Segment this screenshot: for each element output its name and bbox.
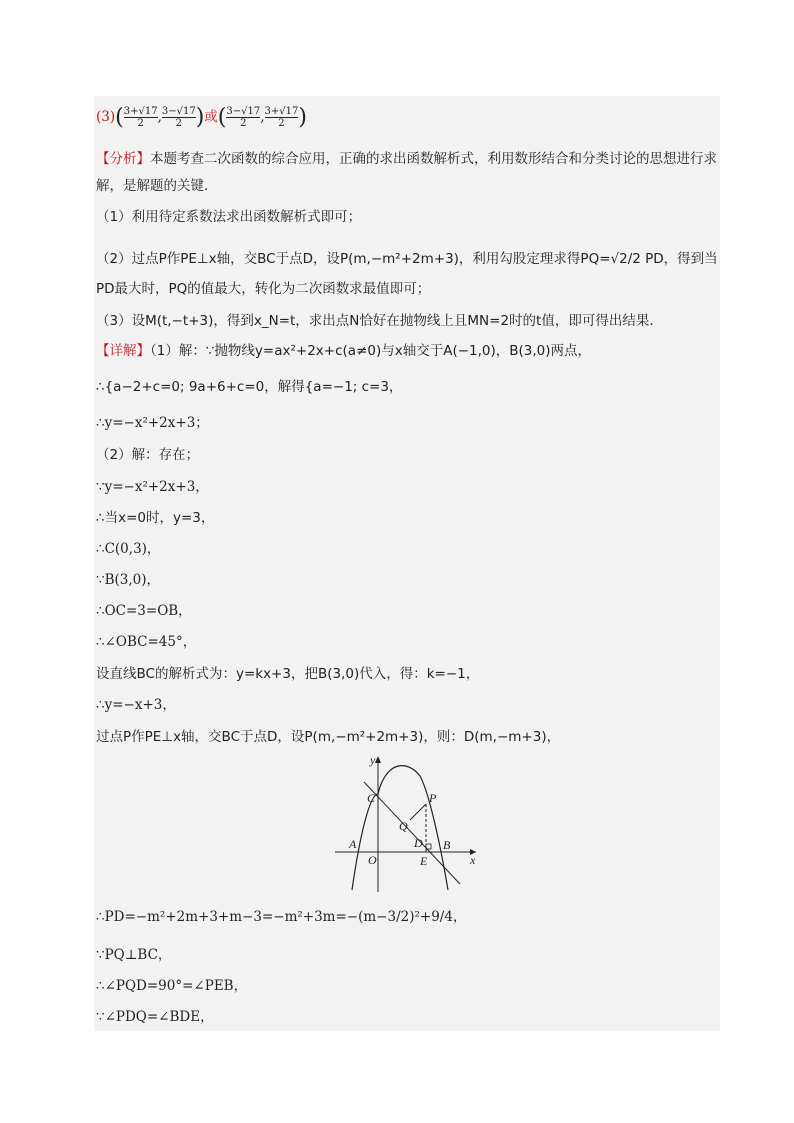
segment-pq	[410, 804, 426, 820]
label-c: C	[367, 791, 376, 805]
answer-3: (3)( $\frac{3+√17}{2}$ , $\frac{3-√17}{2}$ )或( $\frac{3-√17}{2}$ , $\frac{3+√17}{2}$ )	[96, 105, 307, 130]
step-2-title: （2）解：存在；	[96, 447, 200, 463]
step-line-6: ∴C(0,3)，	[96, 541, 161, 557]
step-line-16: ∵∠PDQ=∠BDE，	[96, 1009, 214, 1025]
step-line-14: ∵PQ⊥BC，	[96, 947, 172, 963]
label-b: B	[443, 838, 451, 852]
label-x: x	[470, 853, 476, 867]
analysis-label: 【分析】	[96, 151, 150, 167]
step-line-4: ∵y=−x²+2x+3，	[96, 479, 209, 495]
label-a: A	[349, 837, 357, 851]
step-line-11: ∴y=−x+3，	[96, 697, 176, 713]
detail-text: （1）解：∵抛物线y=ax²+2x+c(a≠0)与x轴交于A(−1,0)，B(3,0)两点，	[150, 343, 592, 359]
step-line-10: 设直线BC的解析式为：y=kx+3，把B(3,0)代入，得：k=−1，	[96, 666, 480, 682]
step-line-5: ∴当x=0时，y=3，	[96, 510, 215, 526]
analysis-text: 本题考查二次函数的综合应用，正确的求出函数解析式，利用数形结合和分类讨论的思想进行求解，是解题的关键．	[96, 151, 717, 194]
step-line-12: 过点P作PE⊥x轴，交BC于点D，设P(m,−m²+2m+3)，则：D(m,−m+3)，	[96, 729, 561, 745]
step-line-9: ∴∠OBC=45°，	[96, 634, 197, 650]
step-line-8: ∴OC=3=OB，	[96, 603, 192, 619]
analysis-step-3: （3）设M(t,−t+3)，得到x_N=t，求出点N恰好在抛物线上且MN=2时的t值，即可得出结果．	[96, 313, 663, 329]
detail-label: 【详解】	[96, 343, 150, 359]
step-line-7: ∵B(3,0)，	[96, 572, 161, 588]
label-q: Q	[399, 819, 408, 833]
label-o: O	[368, 853, 377, 867]
step-result-1: ∴y=−x²+2x+3；	[96, 415, 209, 431]
label-e: E	[420, 854, 428, 868]
step-line-13: ∴PD=−m²+2m+3+m−3=−m²+3m=−(m−3/2)²+9/4，	[96, 909, 467, 925]
label-p: P	[429, 791, 437, 805]
analysis-step-2: （2）过点P作PE⊥x轴，交BC于点D，设P(m,−m²+2m+3)，利用勾股定理求得PQ=√2/2 PD，得到当PD最大时，PQ的值最大，转化为二次函数求最值即可；	[96, 251, 718, 297]
analysis-paragraph	[96, 146, 718, 200]
label-y: y	[370, 754, 376, 767]
system-equations: ∴{a−2+c=0; 9a+6+c=0，解得{a=−1; c=3，	[96, 379, 403, 395]
label-d: D	[414, 836, 423, 850]
y-axis-arrow	[375, 756, 381, 763]
step-line-15: ∴∠PQD=90°=∠PEB，	[96, 978, 248, 994]
detail-paragraph	[96, 341, 718, 361]
analysis-step-1: （1）利用待定系数法求出函数解析式即可；	[96, 209, 362, 225]
parabola-figure	[330, 754, 480, 894]
